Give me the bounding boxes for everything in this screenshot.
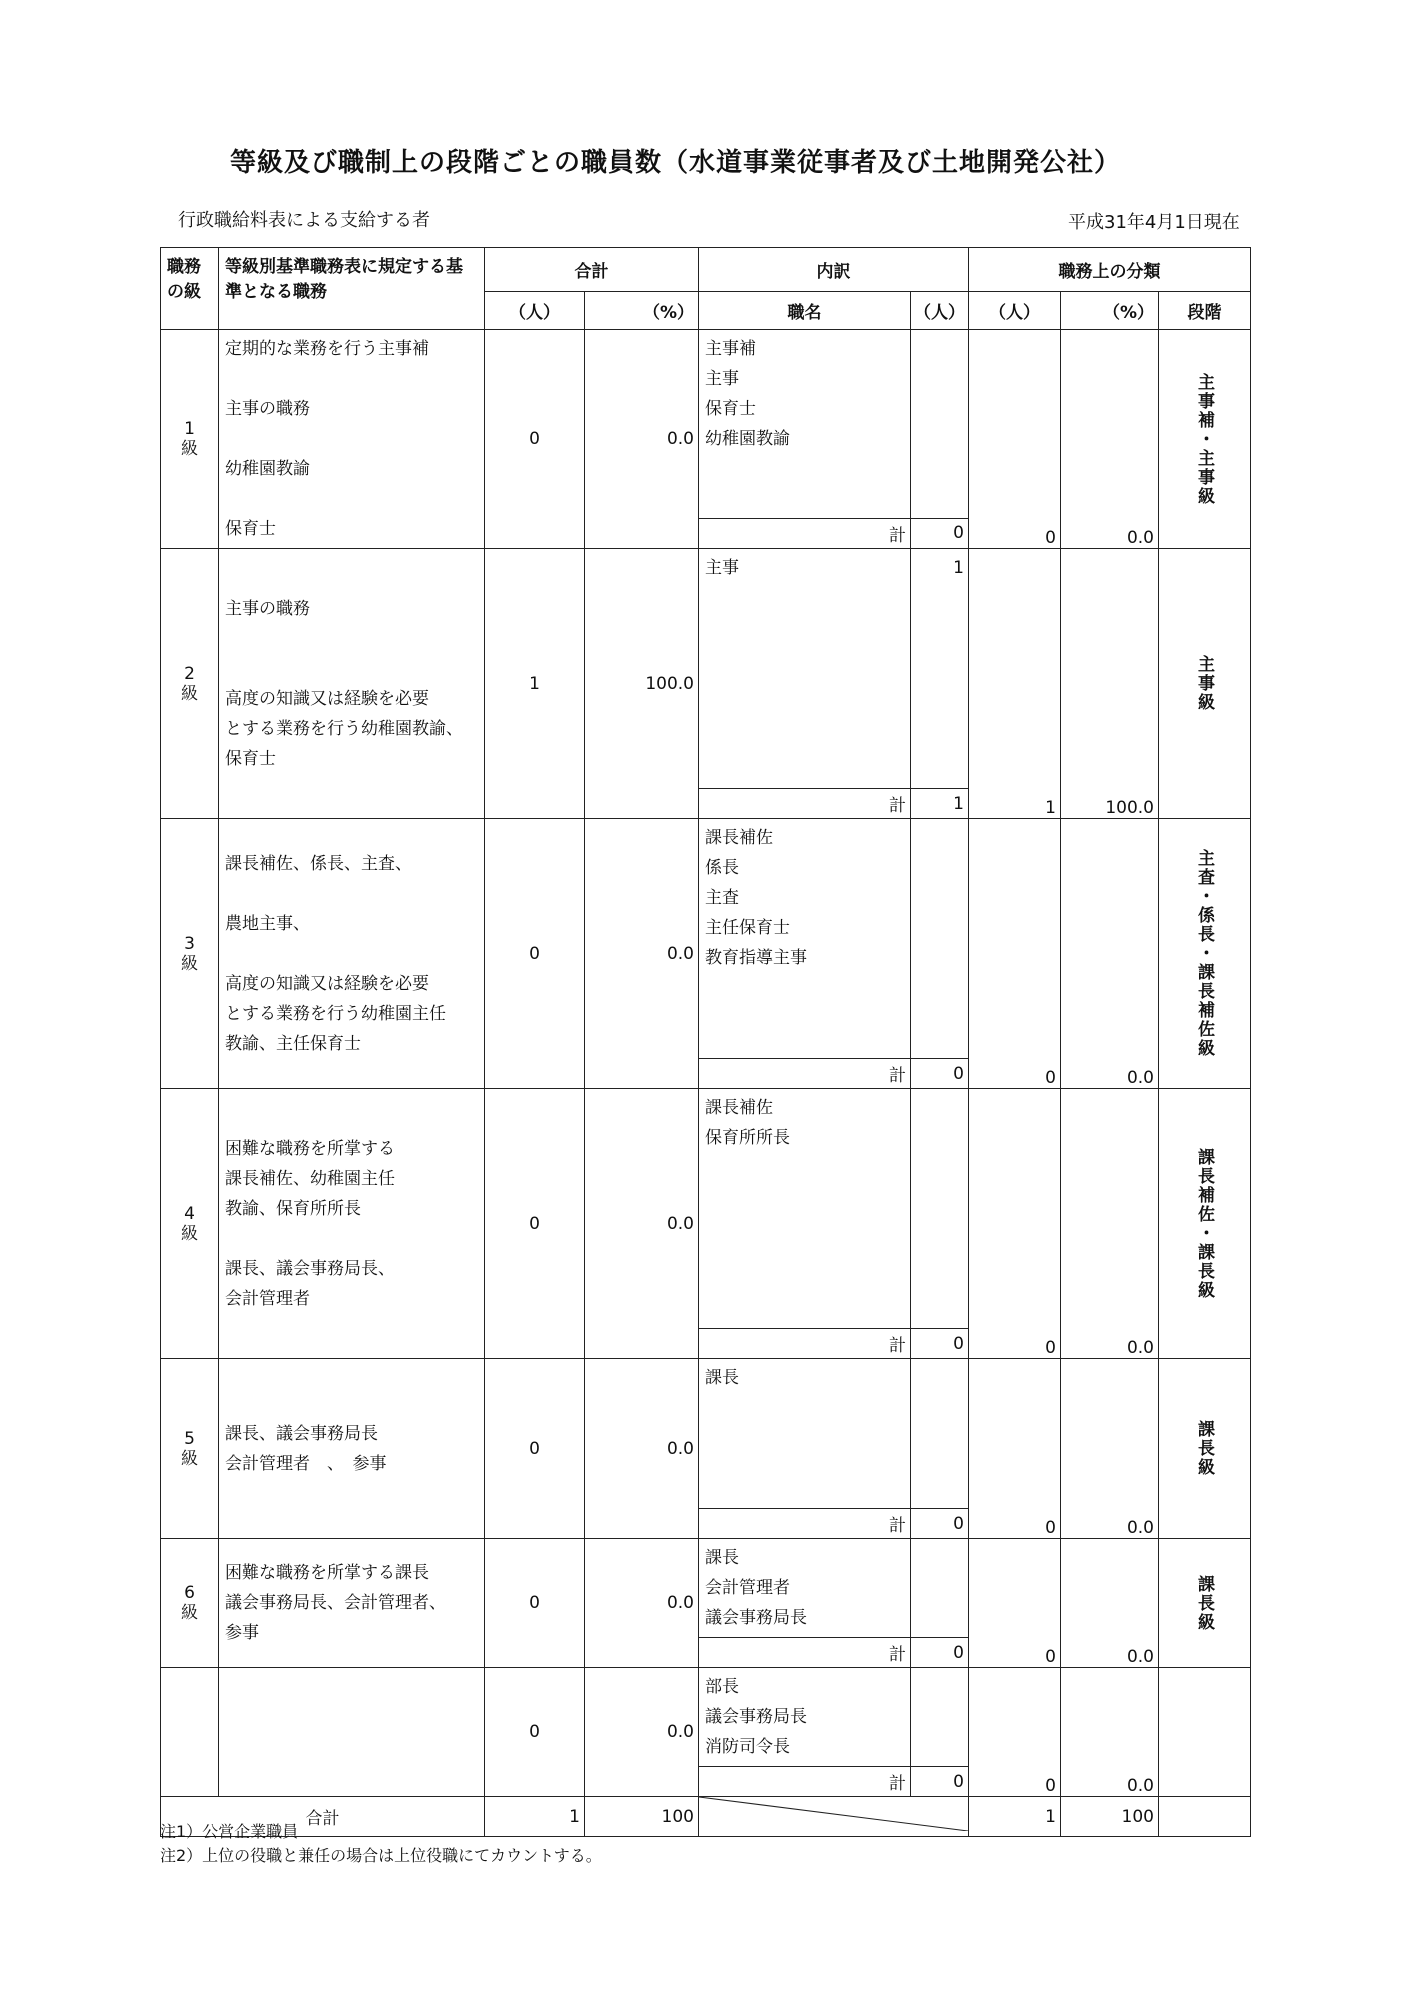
subtotal-count: 0 [911,1509,969,1539]
position-count [911,1672,964,1702]
notes [160,1820,602,1868]
stage-cell [1159,1359,1251,1539]
grade-cell [161,819,219,1089]
total-percent: 0.0 [585,819,699,1089]
position-counts-cell [911,330,969,519]
position-name: 主事補 [705,339,756,359]
total-persons: 1 [485,549,585,819]
position-counts-cell [911,819,969,1059]
diagonal-line [699,1797,968,1831]
class-persons: 1 [969,549,1061,819]
stage-cell [1159,819,1251,1089]
position-count [911,1093,964,1123]
position-name: 議会事務局長 [705,1707,807,1727]
header-total-persons: （人） [485,292,585,330]
header-position: 職名 [699,292,911,330]
subtotal-count: 0 [911,1767,969,1797]
class-percent: 0.0 [1061,1359,1159,1539]
class-percent: 0.0 [1061,330,1159,549]
note-1: 注1）公営企業職員 [160,1822,299,1841]
class-percent: 100.0 [1061,549,1159,819]
duty-line: 会計管理者 [225,1288,310,1309]
duty-line [225,484,478,514]
positions-cell [699,1359,911,1509]
duty-line: 定期的な業務を行う主事補 [225,339,429,359]
duty-line: 農地主事、 [225,913,310,934]
duty-line: 高度の知識又は経験を必要 [225,973,429,994]
duty-line: とする業務を行う幼稚園教諭、 [225,718,463,739]
total-persons: 0 [485,330,585,549]
position-name: 部長 [705,1677,739,1697]
header-grade: 職務の級 [161,248,219,330]
subtotal-count: 1 [911,789,969,819]
grade-cell [161,330,219,549]
position-count [911,943,964,973]
class-persons: 0 [969,1089,1061,1359]
position-name: 課長 [705,1548,739,1568]
class-percent: 0.0 [1061,1668,1159,1797]
stage-cell [1159,549,1251,819]
duty-line: 困難な職務を所掌する [225,1138,395,1159]
total-row-slash [699,1797,969,1837]
position-name: 主事 [705,558,739,578]
class-percent: 0.0 [1061,819,1159,1089]
total-row-class-persons: 1 [969,1797,1061,1837]
class-percent: 0.0 [1061,1089,1159,1359]
position-name: 会計管理者 [705,1578,790,1598]
duty-line [225,1224,478,1254]
position-name: 主任保育士 [705,918,790,938]
duty-line: 困難な職務を所掌する課長 [225,1563,429,1583]
total-percent: 0.0 [585,1089,699,1359]
salary-table-label: 行政職給料表による支給する者 [178,210,430,231]
total-persons: 0 [485,1359,585,1539]
position-count [911,1363,964,1393]
page-title: 等級及び職制上の段階ごとの職員数（水道事業従事者及び土地開発公社） [230,148,1122,178]
header-classification: 職務上の分類 [969,248,1251,292]
duty-line: とする業務を行う幼稚園主任 [225,1003,446,1024]
position-count [911,424,964,454]
duties-cell [219,1359,485,1539]
grade-label: 4 級 [181,1203,198,1244]
duties-cell [219,1668,485,1797]
position-name: 消防司令長 [705,1737,790,1757]
duty-line [225,624,478,654]
stage-label: 主事級 [1194,655,1214,712]
total-percent: 0.0 [585,1539,699,1668]
duties-cell [219,330,485,549]
grade-label: 3 級 [181,933,198,974]
class-persons: 0 [969,819,1061,1089]
subtotal-label: 計 [699,1329,911,1359]
position-count [911,1732,964,1762]
position-count [911,883,964,913]
total-percent: 0.0 [585,1359,699,1539]
total-persons: 0 [485,819,585,1089]
duty-line [225,879,478,909]
position-counts-cell [911,1668,969,1767]
duty-line: 課長、議会事務局長 [225,1423,378,1444]
duty-line: 保育士 [225,519,276,539]
duty-line: 教諭、主任保育士 [225,1033,361,1054]
position-counts-cell [911,1539,969,1638]
position-count [911,394,964,424]
position-name: 保育士 [705,399,756,419]
stage-label: 課長級 [1194,1574,1214,1632]
header-stage: 段階 [1159,292,1251,330]
header-class-persons: （人） [969,292,1061,330]
class-percent: 0.0 [1061,1539,1159,1668]
positions-cell [699,1539,911,1638]
total-persons: 0 [485,1668,585,1797]
subtotal-label: 計 [699,789,911,819]
total-persons: 0 [485,1539,585,1668]
duty-line [225,939,478,969]
grade-cell [161,1539,219,1668]
positions-cell [699,1668,911,1767]
position-count [911,1543,964,1573]
class-persons: 0 [969,1668,1061,1797]
class-persons: 0 [969,1539,1061,1668]
duty-line: 教諭、保育所所長 [225,1198,361,1219]
subtotal-label: 計 [699,1509,911,1539]
subtotal-label: 計 [699,1767,911,1797]
duty-line: 幼稚園教諭 [225,459,310,479]
position-count [911,1123,964,1153]
header-breakdown: 内訳 [699,248,969,292]
position-count [911,823,964,853]
duty-line: 主事の職務 [225,399,310,419]
subtotal-count: 0 [911,1638,969,1668]
position-count: 1 [953,558,964,578]
duty-line [225,424,478,454]
class-persons: 0 [969,1359,1061,1539]
duty-line: 主事の職務 [225,598,310,619]
grade-label: 5 級 [181,1428,198,1469]
position-count [911,913,964,943]
grade-label: 2 級 [181,663,198,704]
position-count [911,1573,964,1603]
note-2: 注2）上位の役職と兼任の場合は上位役職にてカウントする。 [160,1846,602,1865]
header-class-percent: （%） [1061,292,1159,330]
total-row-class-percent: 100 [1061,1797,1159,1837]
total-percent: 0.0 [585,1668,699,1797]
stage-label: 主査・係長・課長補佐級 [1194,849,1214,1058]
duty-line: 保育士 [225,748,276,769]
position-name: 議会事務局長 [705,1608,807,1628]
duties-cell [219,1539,485,1668]
total-row-stage [1159,1797,1251,1837]
duty-line [225,654,478,684]
positions-cell [699,549,911,789]
position-counts-cell [911,549,969,789]
position-count [911,853,964,883]
position-name: 保育所所長 [705,1128,790,1148]
duty-line [225,364,478,394]
position-count [911,1702,964,1732]
total-row-persons: 1 [485,1797,585,1837]
stage-cell [1159,330,1251,549]
duty-line: 課長、議会事務局長、 [225,1258,395,1279]
duties-cell [219,549,485,819]
positions-cell [699,330,911,519]
duty-line: 課長補佐、係長、主査、 [225,853,412,874]
positions-cell [699,1089,911,1329]
positions-cell [699,819,911,1059]
grade-cell [161,1668,219,1797]
position-name: 教育指導主事 [705,948,807,968]
class-persons: 0 [969,330,1061,549]
subtotal-count: 0 [911,1059,969,1089]
duty-line: 会計管理者 、 参事 [225,1453,387,1474]
staff-count-table [160,247,1251,1837]
position-name: 課長補佐 [705,1098,773,1118]
position-name: 課長補佐 [705,828,773,848]
header-total-percent: （%） [585,292,699,330]
header-position-persons: （人） [911,292,969,330]
duty-line: 参事 [225,1623,259,1643]
duties-cell [219,1089,485,1359]
position-counts-cell [911,1089,969,1329]
duty-line: 議会事務局長、会計管理者、 [225,1593,446,1613]
position-name: 幼稚園教諭 [705,429,790,449]
subtotal-count: 0 [911,518,969,548]
position-name: 係長 [705,858,739,878]
stage-cell [1159,1668,1251,1797]
grade-cell [161,1359,219,1539]
header-total: 合計 [485,248,699,292]
position-counts-cell [911,1359,969,1509]
subtotal-label: 計 [699,1638,911,1668]
total-percent: 100.0 [585,549,699,819]
grade-label: 6 級 [181,1583,198,1623]
subtotal-count: 0 [911,1329,969,1359]
as-of-date: 平成31年4月1日現在 [1068,212,1240,233]
total-row-percent: 100 [585,1797,699,1837]
duty-line: 課長補佐、幼稚園主任 [225,1168,395,1189]
stage-label: 課長級 [1194,1420,1214,1477]
stage-cell [1159,1539,1251,1668]
duty-line: 高度の知識又は経験を必要 [225,688,429,709]
position-name: 主事 [705,369,739,389]
subtotal-label: 計 [699,1059,911,1089]
total-percent: 0.0 [585,330,699,549]
header-duties: 等級別基準職務表に規定する基準となる職務 [219,248,485,330]
grade-cell [161,549,219,819]
total-persons: 0 [485,1089,585,1359]
total-row-label: 合計 [161,1797,485,1837]
position-count [911,364,964,394]
grade-cell [161,1089,219,1359]
stage-cell [1159,1089,1251,1359]
position-name: 課長 [705,1368,739,1388]
duties-cell [219,819,485,1089]
grade-label: 1 級 [181,419,198,459]
subtotal-label: 計 [699,518,911,548]
stage-label: 主事補・主事級 [1194,372,1214,506]
stage-label: 課長補佐・課長級 [1194,1147,1214,1300]
position-count [911,334,964,364]
position-count [911,1603,964,1633]
position-name: 主査 [705,888,739,908]
